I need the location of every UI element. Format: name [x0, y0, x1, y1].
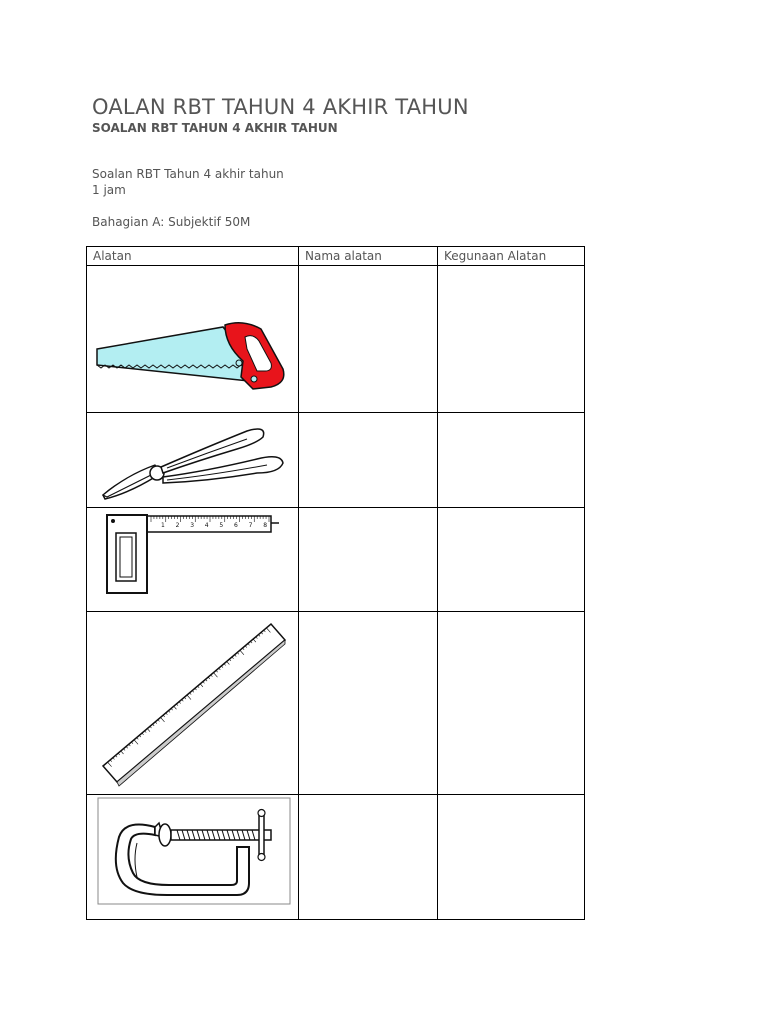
pliers-image — [97, 421, 295, 506]
tool-use-cell[interactable] — [438, 266, 585, 413]
document-subtitle: SOALAN RBT TAHUN 4 AKHIR TAHUN — [92, 121, 338, 135]
tool-name-cell[interactable] — [299, 508, 438, 612]
tool-use-cell[interactable] — [438, 413, 585, 508]
svg-text:5: 5 — [219, 522, 224, 529]
saw-image — [93, 321, 293, 396]
tool-name-cell[interactable] — [299, 266, 438, 413]
intro-line: Soalan RBT Tahun 4 akhir tahun — [92, 167, 284, 181]
tool-name-cell[interactable] — [299, 795, 438, 920]
table-row — [87, 266, 585, 413]
tool-use-cell[interactable] — [438, 508, 585, 612]
tool-use-cell[interactable] — [438, 612, 585, 795]
header-alatan: Alatan — [87, 247, 299, 266]
duration-line: 1 jam — [92, 183, 126, 197]
g-clamp-image — [97, 797, 291, 905]
svg-text:6: 6 — [234, 522, 238, 529]
table-row — [87, 508, 585, 612]
ruler-image — [99, 618, 289, 788]
svg-text:4: 4 — [204, 522, 209, 529]
tool-name-cell[interactable] — [299, 612, 438, 795]
tool-image-cell — [87, 612, 299, 795]
section-line: Bahagian A: Subjektif 50M — [92, 215, 251, 229]
table-row — [87, 795, 585, 920]
table-header-row — [87, 247, 585, 266]
tool-name-cell[interactable] — [299, 413, 438, 508]
try-square-image — [101, 511, 291, 595]
svg-text:7: 7 — [248, 522, 253, 529]
svg-text:1: 1 — [161, 522, 165, 529]
tool-use-cell[interactable] — [438, 795, 585, 920]
tools-table — [86, 246, 585, 920]
svg-text:2: 2 — [175, 522, 180, 529]
tool-image-cell — [87, 266, 299, 413]
document-title: OALAN RBT TAHUN 4 AKHIR TAHUN — [92, 95, 469, 119]
table-row — [87, 612, 585, 795]
tool-image-cell — [87, 508, 299, 612]
table-row — [87, 413, 585, 508]
tool-image-cell — [87, 795, 299, 920]
svg-text:3: 3 — [190, 522, 195, 529]
svg-text:8: 8 — [263, 522, 268, 529]
header-nama-alatan: Nama alatan — [299, 247, 438, 266]
header-kegunaan-alatan: Kegunaan Alatan — [438, 247, 585, 266]
tool-image-cell — [87, 413, 299, 508]
